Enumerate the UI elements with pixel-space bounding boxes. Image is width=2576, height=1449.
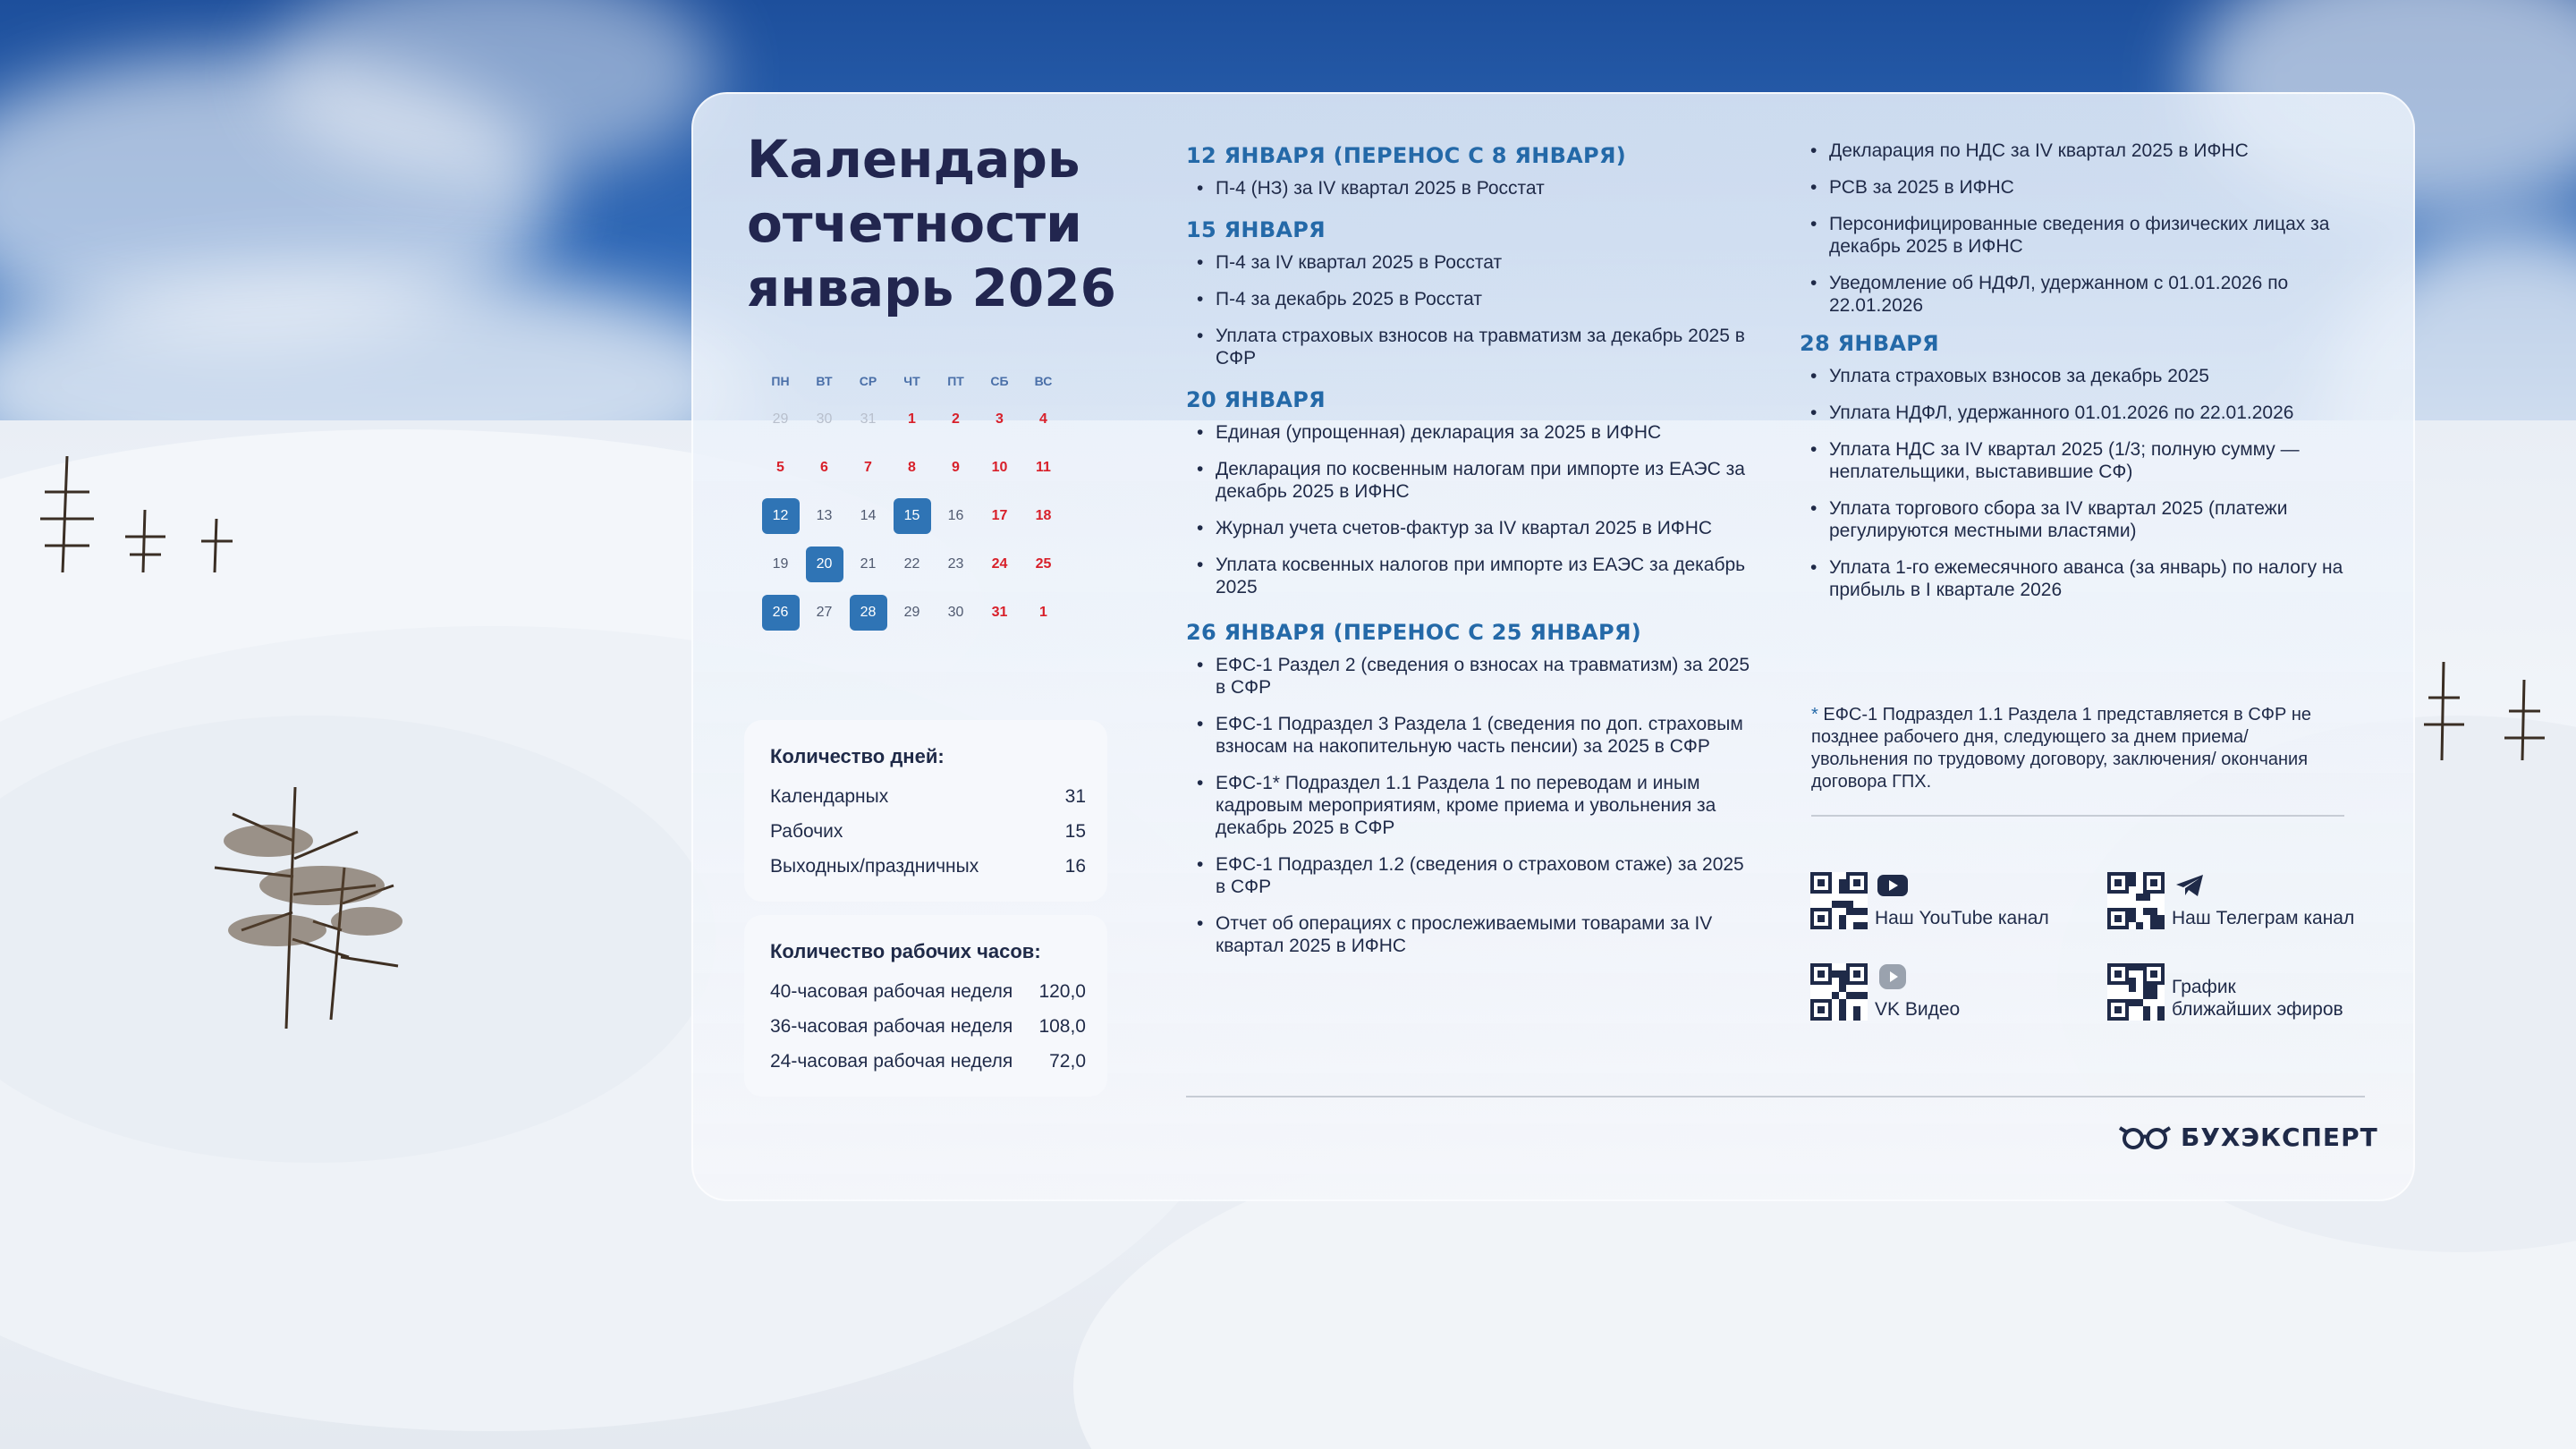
deadline-item: • Декларация по косвенным налогам при импорте из ЕАЭС за декабрь 2025 в ИФНС	[1186, 458, 1758, 503]
deadline-item: • П-4 (НЗ) за IV квартал 2025 в Росстат	[1186, 177, 1758, 199]
deadline-group-jan12	[1186, 143, 1758, 199]
calendar-day: 25	[1035, 556, 1052, 572]
hours-row: 40-часовая рабочая неделя 120,0	[770, 980, 1086, 1002]
weekday-thu: ЧТ	[903, 374, 920, 388]
deadline-item: • РСВ за 2025 в ИФНС	[1800, 176, 2372, 199]
deadline-item: • Персонифицированные сведения о физических лицах за декабрь 2025 в ИФНС	[1800, 213, 2372, 258]
deadline-item: • П-4 за IV квартал 2025 в Росстат	[1186, 251, 1758, 274]
calendar-day: 27	[816, 605, 833, 620]
title-line-3: январь 2026	[747, 258, 1116, 318]
weekday-wed: СР	[859, 374, 877, 388]
deadline-item: • Уплата косвенных налогов при импорте из ЕАЭС за декабрь 2025	[1186, 554, 1758, 598]
bottom-divider	[1186, 1096, 2365, 1097]
calendar-day: 22	[903, 556, 920, 572]
days-count-card	[744, 720, 1107, 902]
deadline-item: • Декларация по НДС за IV квартал 2025 в ИФНС	[1800, 140, 2372, 162]
calendar-day: 19	[772, 556, 789, 572]
calendar-week	[758, 589, 1065, 637]
calendar-day: 21	[860, 556, 877, 572]
calendar-day: 9	[952, 460, 960, 475]
weekday-sun: ВС	[1034, 374, 1053, 388]
deadline-group-jan20	[1186, 387, 1758, 598]
calendar-day: 29	[903, 605, 920, 620]
deadline-item: • Уплата страховых взносов на травматизм за декабрь 2025 в СФР	[1186, 325, 1758, 369]
schedule-qr-code[interactable]	[2107, 963, 2165, 1021]
calendar-day: 29	[772, 411, 789, 427]
calendar-week	[758, 444, 1065, 492]
deadline-date-heading: 12 ЯНВАРЯ (ПЕРЕНОС С 8 ЯНВАРЯ)	[1186, 143, 1626, 168]
youtube-icon	[1877, 872, 1909, 899]
divider	[1811, 815, 2344, 817]
calendar-week	[758, 540, 1065, 589]
hours-row: 24-часовая рабочая неделя 72,0	[770, 1050, 1086, 1072]
brand-name: БУХЭКСПЕРТ	[2181, 1123, 2378, 1152]
deadline-item: • Уплата 1-го ежемесячного аванса (за январь) по налогу на прибыль в I квартале 2026	[1800, 556, 2372, 601]
calendar-day: 4	[1039, 411, 1047, 427]
telegram-icon	[2174, 872, 2206, 899]
deadline-item: • Уведомление об НДФЛ, удержанном с 01.01.2026 по 22.01.2026	[1800, 272, 2372, 317]
tree-illustration	[179, 680, 411, 1038]
calendar-day: 7	[864, 460, 872, 475]
deadline-group-jan28	[1800, 331, 2372, 601]
title-line-2: отчетности	[747, 193, 1082, 254]
hours-row: 36-часовая рабочая неделя 108,0	[770, 1015, 1086, 1037]
owl-glasses-icon	[2118, 1124, 2172, 1151]
footnote: * ЕФС-1 Подраздел 1.1 Раздела 1 представляется в СФР не позднее рабочего дня, следующего за днем приема/ увольнения по трудовому договору, заключения/ окончания договора ГПХ.	[1811, 705, 2312, 792]
telegram-link[interactable]: Наш Телеграм канал	[2107, 872, 2354, 929]
calendar-day: 6	[820, 460, 828, 475]
days-row: Выходных/праздничных 16	[770, 855, 1086, 877]
calendar-day: 16	[947, 508, 964, 523]
deadline-item: • ЕФС-1 Подраздел 1.2 (сведения о страховом стаже) за 2025 в СФР	[1186, 853, 1758, 898]
calendar-day: 1	[908, 411, 916, 427]
vk-video-icon	[1877, 963, 1909, 990]
deadline-item: • ЕФС-1* Подраздел 1.1 Раздела 1 по переводам и иным кадровым мероприятиям, кроме приема и увольнения за декабрь 2025 в СФР	[1186, 772, 1758, 839]
calendar-day: 30	[816, 411, 833, 427]
calendar-day: 31	[991, 605, 1008, 620]
deadline-item: • ЕФС-1 Подраздел 3 Раздела 1 (сведения по доп. страховым взносам на накопительную часть пенсии) за 2025 в СФР	[1186, 713, 1758, 758]
calendar-day-deadline: 26	[758, 595, 802, 631]
deadline-group-jan26	[1186, 620, 1758, 957]
deadline-item: • Отчет об операциях с прослеживаемыми товарами за IV квартал 2025 в ИФНС	[1186, 912, 1758, 957]
deadline-date-heading: 15 ЯНВАРЯ	[1186, 217, 1326, 242]
deadlines-column-2	[1800, 140, 2372, 619]
weekday-tue: ВТ	[816, 374, 833, 388]
deadline-item: • П-4 за декабрь 2025 в Росстат	[1186, 288, 1758, 310]
calendar-day: 8	[908, 460, 916, 475]
days-row: Календарных 31	[770, 785, 1086, 807]
deadline-date-heading: 20 ЯНВАРЯ	[1186, 387, 1326, 412]
weekday-header	[758, 367, 1065, 395]
calendar-day: 10	[991, 460, 1008, 475]
days-row: Рабочих 15	[770, 820, 1086, 842]
telegram-qr-code[interactable]	[2107, 872, 2165, 929]
page-title	[747, 127, 1176, 320]
days-card-title: Количество дней:	[770, 745, 945, 767]
calendar-day: 13	[816, 508, 833, 523]
calendar-day: 24	[991, 556, 1008, 572]
calendar-day: 30	[947, 605, 964, 620]
month-calendar	[758, 367, 1065, 637]
schedule-label[interactable]: График ближайших эфиров	[2172, 977, 2343, 1020]
calendar-day: 2	[952, 411, 960, 427]
title-line-1: Календарь	[747, 129, 1080, 190]
calendar-day: 17	[991, 508, 1008, 523]
deadline-item: • Единая (упрощенная) декларация за 2025 в ИФНС	[1186, 421, 1758, 444]
brand-logo	[2118, 1123, 2378, 1152]
calendar-day: 3	[996, 411, 1004, 427]
deadline-item: • Уплата страховых взносов за декабрь 2025	[1800, 365, 2372, 387]
youtube-link[interactable]: Наш YouTube канал	[1810, 872, 2049, 929]
calendar-day-deadline: 28	[846, 595, 890, 631]
vk-video-link[interactable]: VK Видео	[1810, 963, 1960, 1021]
hours-count-card	[744, 915, 1107, 1097]
calendar-day-deadline: 20	[802, 547, 846, 582]
deadline-date-heading: 26 ЯНВАРЯ (ПЕРЕНОС С 25 ЯНВАРЯ)	[1186, 620, 1641, 645]
weekday-fri: ПТ	[947, 374, 964, 388]
deadline-date-heading: 28 ЯНВАРЯ	[1800, 331, 1939, 356]
calendar-week	[758, 492, 1065, 540]
hours-card-title: Количество рабочих часов:	[770, 940, 1041, 962]
youtube-qr-code[interactable]	[1810, 872, 1868, 929]
deadline-item: • Уплата торгового сбора за IV квартал 2025 (платежи регулируются местными властями)	[1800, 497, 2372, 542]
deadline-item: • ЕФС-1 Раздел 2 (сведения о взносах на травматизм) за 2025 в СФР	[1186, 654, 1758, 699]
schedule-link[interactable]	[2107, 963, 2343, 1021]
calendar-day: 5	[776, 460, 784, 475]
deadline-item: • Уплата НДС за IV квартал 2025 (1/3; полную сумму — неплательщики, выставившие СФ)	[1800, 438, 2372, 483]
calendar-day-deadline: 12	[758, 498, 802, 534]
calendar-day: 1	[1039, 605, 1047, 620]
calendar-day: 31	[860, 411, 877, 427]
deadline-group-jan15	[1186, 217, 1758, 369]
weekday-mon: ПН	[771, 374, 790, 388]
deadline-item: • Уплата НДФЛ, удержанного 01.01.2026 по 22.01.2026	[1800, 402, 2372, 424]
deadlines-column-1	[1186, 143, 1758, 975]
calendar-day: 18	[1035, 508, 1052, 523]
deadline-item: • Журнал учета счетов-фактур за IV квартал 2025 в ИФНС	[1186, 517, 1758, 539]
calendar-day: 23	[947, 556, 964, 572]
calendar-week	[758, 395, 1065, 444]
vk-video-qr-code[interactable]	[1810, 963, 1868, 1021]
weekday-sat: СБ	[990, 374, 1009, 388]
calendar-day: 11	[1036, 460, 1051, 475]
calendar-day: 14	[860, 508, 877, 523]
calendar-day-deadline: 15	[890, 498, 934, 534]
